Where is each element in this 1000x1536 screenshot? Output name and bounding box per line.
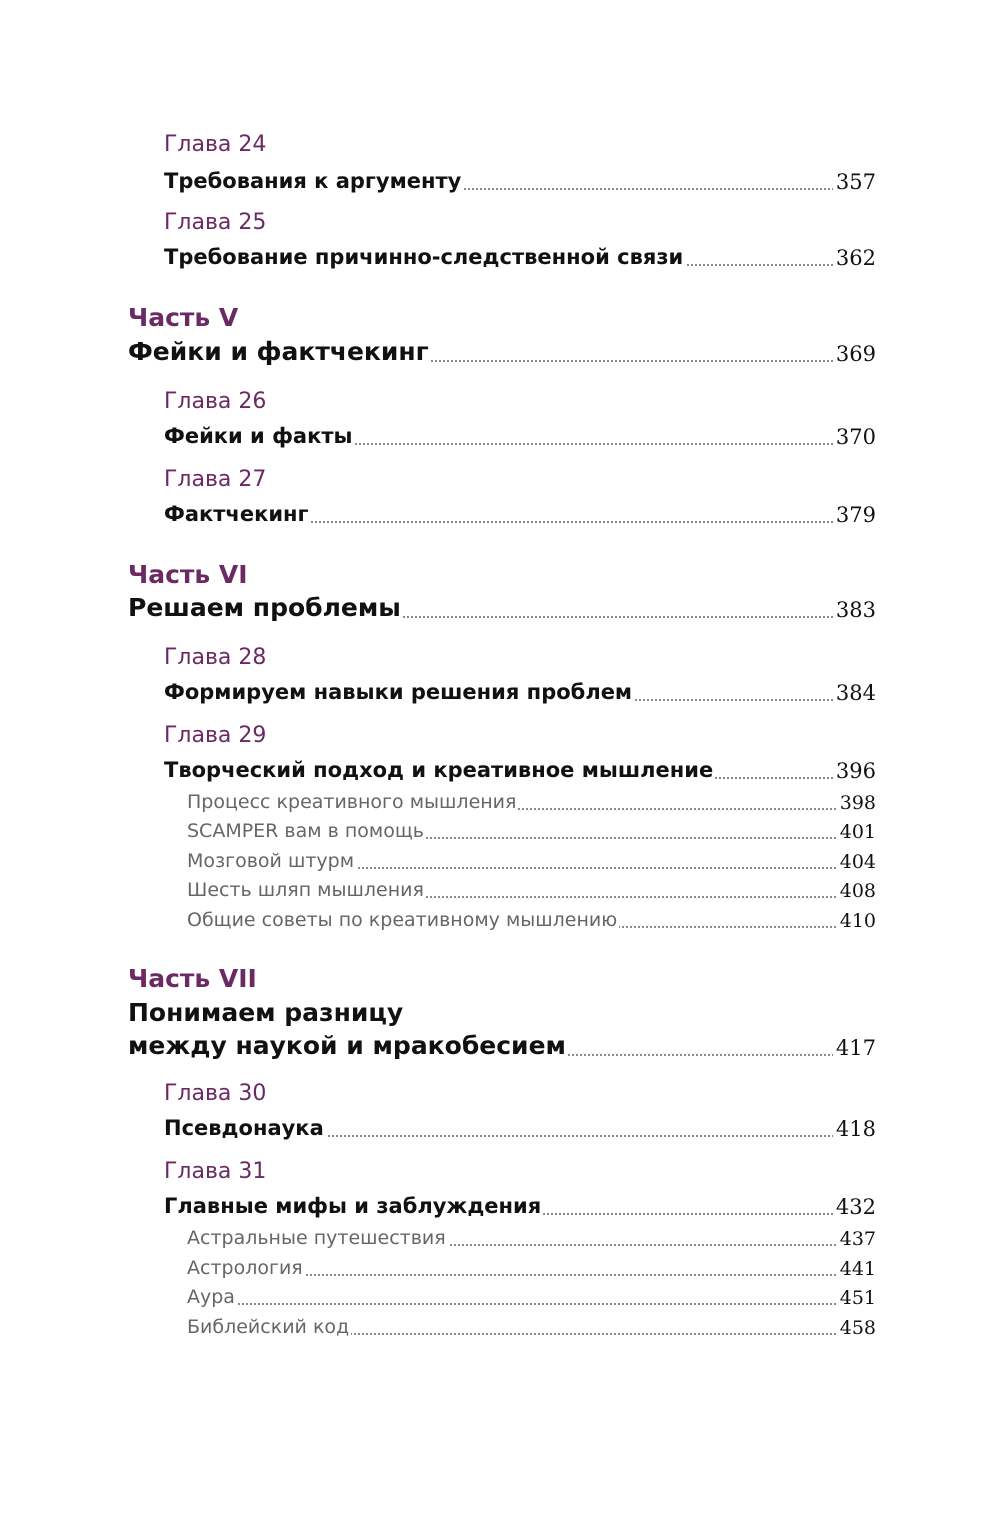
subsection-title: Астральные путешествия [187, 1227, 446, 1249]
subsection-entry[interactable] [187, 845, 876, 875]
subsection-title: Аура [187, 1286, 235, 1308]
chapter-31-label: Глава 31 [164, 1159, 267, 1184]
chapter-30-label: Глава 30 [164, 1081, 267, 1106]
part-5-title: Фейки и фактчекинг [128, 337, 429, 366]
subsection-page: 437 [837, 1230, 876, 1249]
chapter-25-title: Требование причинно-следственной связи [164, 245, 684, 269]
part-7-label: Часть VII [128, 964, 257, 993]
chapter-28-label: Глава 28 [164, 645, 267, 670]
leader-dots [187, 1303, 836, 1305]
subsection-entry[interactable] [187, 1222, 876, 1252]
subsection-page: 398 [837, 794, 876, 813]
chapter-25-page: 362 [833, 248, 876, 269]
part-6-entry[interactable] [128, 594, 876, 624]
chapter-27-page: 379 [833, 505, 876, 526]
chapter-26-page: 370 [833, 427, 876, 448]
subsection-entry[interactable] [187, 904, 876, 934]
chapter-24-entry[interactable] [164, 166, 876, 196]
chapter-28-entry[interactable] [164, 677, 876, 707]
chapter-27-title: Фактчекинг [164, 502, 309, 526]
subsection-entry[interactable] [187, 1252, 876, 1282]
chapter-26-entry[interactable] [164, 421, 876, 451]
subsection-entry[interactable] [187, 1281, 876, 1311]
chapter-29-title: Творческий подход и креативное мышление [164, 758, 714, 782]
chapter-25-label: Глава 25 [164, 210, 267, 235]
chapter-31-title: Главные мифы и заблуждения [164, 1194, 542, 1218]
part-7-title-line2: между наукой и мракобесием [128, 1031, 566, 1060]
chapter-26-label: Глава 26 [164, 389, 267, 414]
subsection-page: 408 [837, 882, 876, 901]
subsection-entry[interactable] [187, 874, 876, 904]
chapter-29-label: Глава 29 [164, 723, 267, 748]
chapter-29-entry[interactable] [164, 755, 876, 785]
subsection-entry[interactable] [187, 786, 876, 816]
part-6-title: Решаем проблемы [128, 593, 401, 622]
chapter-24-title: Требования к аргументу [164, 169, 462, 193]
subsection-title: Мозговой штурм [187, 850, 355, 872]
subsection-page: 441 [837, 1260, 876, 1279]
part-6-page: 383 [833, 600, 876, 621]
part-5-page: 369 [833, 344, 876, 365]
part-5-label: Часть V [128, 303, 239, 332]
subsection-title: Астрология [187, 1257, 303, 1279]
subsection-title: Общие советы по креативному мышлению [187, 909, 618, 931]
part-7-title-line1: Понимаем разницу [128, 998, 404, 1027]
subsection-page: 404 [837, 853, 876, 872]
subsection-page: 401 [837, 823, 876, 842]
subsection-entry[interactable] [187, 1311, 876, 1341]
chapter-28-title: Формируем навыки решения проблем [164, 680, 633, 704]
chapter-30-title: Псевдонаука [164, 1116, 324, 1140]
chapter-24-page: 357 [833, 172, 876, 193]
subsection-title: Процесс креативного мышления [187, 791, 517, 813]
part-7-entry[interactable] [128, 1032, 876, 1062]
chapter-27-entry[interactable] [164, 499, 876, 529]
chapter-27-label: Глава 27 [164, 467, 267, 492]
subsection-title: Библейский код [187, 1316, 350, 1338]
subsection-page: 458 [837, 1319, 876, 1338]
chapter-30-page: 418 [833, 1119, 876, 1140]
chapter-29-page: 396 [833, 761, 876, 782]
chapter-26-title: Фейки и факты [164, 424, 353, 448]
chapter-31-entry[interactable] [164, 1191, 876, 1221]
subsection-page: 451 [837, 1289, 876, 1308]
chapter-25-entry[interactable] [164, 242, 876, 272]
chapter-24-label: Глава 24 [164, 132, 267, 157]
part-5-entry[interactable] [128, 338, 876, 368]
chapter-30-entry[interactable] [164, 1113, 876, 1143]
subsection-entry[interactable] [187, 815, 876, 845]
subsection-page: 410 [837, 912, 876, 931]
part-6-label: Часть VI [128, 560, 248, 589]
chapter-28-page: 384 [833, 683, 876, 704]
subsection-title: Шесть шляп мышления [187, 879, 424, 901]
subsection-title: SCAMPER вам в помощь [187, 820, 424, 842]
part-7-page: 417 [833, 1038, 876, 1059]
chapter-31-page: 432 [833, 1197, 876, 1218]
